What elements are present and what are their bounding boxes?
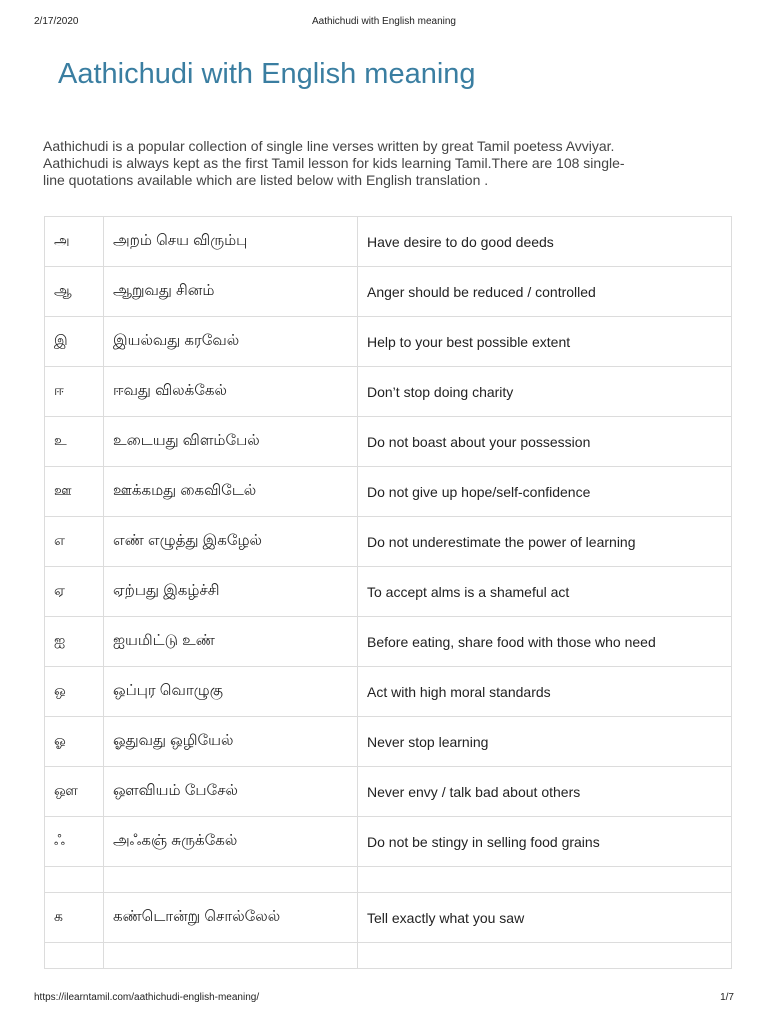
table-row <box>45 267 732 317</box>
table-row <box>45 367 732 417</box>
english-meaning-cell: Act with high moral standards <box>358 667 732 717</box>
table-row <box>45 893 732 943</box>
letter-cell: ஒ <box>45 667 104 717</box>
letter-cell: ஓ <box>45 717 104 767</box>
table-row <box>45 717 732 767</box>
letter-cell: ஊ <box>45 467 104 517</box>
table-row <box>45 217 732 267</box>
print-footer <box>34 992 734 1006</box>
english-meaning-cell: Have desire to do good deeds <box>358 217 732 267</box>
letter-cell <box>45 943 104 969</box>
english-meaning-cell: Don’t stop doing charity <box>358 367 732 417</box>
english-meaning-cell: Before eating, share food with those who need <box>358 617 732 667</box>
english-meaning-cell <box>358 943 732 969</box>
table-body <box>45 217 732 969</box>
tamil-verse-cell: ஆறுவது சினம் <box>104 267 358 317</box>
tamil-verse-cell: ஊக்கமது கைவிடேல் <box>104 467 358 517</box>
aathichudi-table <box>44 216 732 969</box>
english-meaning-cell: To accept alms is a shameful act <box>358 567 732 617</box>
table-row <box>45 417 732 467</box>
table-row <box>45 667 732 717</box>
tamil-verse-cell: ஈவது விலக்கேல் <box>104 367 358 417</box>
print-title: Aathichudi with English meaning <box>312 16 456 27</box>
table-row <box>45 943 732 969</box>
english-meaning-cell: Do not underestimate the power of learning <box>358 517 732 567</box>
tamil-verse-cell: அஃகஞ் சுருக்கேல் <box>104 817 358 867</box>
tamil-verse-cell <box>104 867 358 893</box>
letter-cell: ஔ <box>45 767 104 817</box>
aathichudi-table-container <box>44 216 732 994</box>
letter-cell: க <box>45 893 104 943</box>
english-meaning-cell: Do not give up hope/self-confidence <box>358 467 732 517</box>
tamil-verse-cell: ஒப்புர வொழுகு <box>104 667 358 717</box>
english-meaning-cell: Never envy / talk bad about others <box>358 767 732 817</box>
english-meaning-cell: Do not be stingy in selling food grains <box>358 817 732 867</box>
english-meaning-cell <box>358 867 732 893</box>
tamil-verse-cell: உடையது விளம்பேல் <box>104 417 358 467</box>
table-row <box>45 767 732 817</box>
table-row <box>45 317 732 367</box>
tamil-verse-cell: கண்டொன்று சொல்லேல் <box>104 893 358 943</box>
letter-cell: உ <box>45 417 104 467</box>
letter-cell: எ <box>45 517 104 567</box>
letter-cell: ஐ <box>45 617 104 667</box>
english-meaning-cell: Tell exactly what you saw <box>358 893 732 943</box>
tamil-verse-cell: அறம் செய விரும்பு <box>104 217 358 267</box>
print-date: 2/17/2020 <box>34 16 79 27</box>
english-meaning-cell: Do not boast about your possession <box>358 417 732 467</box>
english-meaning-cell: Never stop learning <box>358 717 732 767</box>
tamil-verse-cell: ஐயமிட்டு உண் <box>104 617 358 667</box>
english-meaning-cell: Anger should be reduced / controlled <box>358 267 732 317</box>
letter-cell: ஈ <box>45 367 104 417</box>
letter-cell: அ <box>45 217 104 267</box>
table-row <box>45 467 732 517</box>
tamil-verse-cell: ஔவியம் பேசேல் <box>104 767 358 817</box>
tamil-verse-cell <box>104 943 358 969</box>
table-row <box>45 817 732 867</box>
tamil-verse-cell: எண் எழுத்து இகழேல் <box>104 517 358 567</box>
english-meaning-cell: Help to your best possible extent <box>358 317 732 367</box>
letter-cell: ஏ <box>45 567 104 617</box>
tamil-verse-cell: ஓதுவது ஒழியேல் <box>104 717 358 767</box>
page-number: 1/7 <box>720 992 734 1003</box>
source-url-link[interactable]: https://ilearntamil.com/aathichudi-english-meaning/ <box>34 992 260 1003</box>
page-title: Aathichudi with English meaning <box>58 58 476 90</box>
table-row <box>45 867 732 893</box>
letter-cell: இ <box>45 317 104 367</box>
tamil-verse-cell: இயல்வது கரவேல் <box>104 317 358 367</box>
table-row <box>45 517 732 567</box>
table-row <box>45 617 732 667</box>
table-row <box>45 567 732 617</box>
tamil-verse-cell: ஏற்பது இகழ்ச்சி <box>104 567 358 617</box>
print-header <box>34 16 734 30</box>
letter-cell: ஆ <box>45 267 104 317</box>
letter-cell <box>45 867 104 893</box>
letter-cell: ஃ <box>45 817 104 867</box>
intro-paragraph: Aathichudi is a popular collection of single line verses written by great Tamil poetess Avviyar. Aathichudi is always kept as the first Tamil lesson for kids learning Tamil.There are 108 single-line quotations available which are listed below with English translation . <box>43 138 625 188</box>
